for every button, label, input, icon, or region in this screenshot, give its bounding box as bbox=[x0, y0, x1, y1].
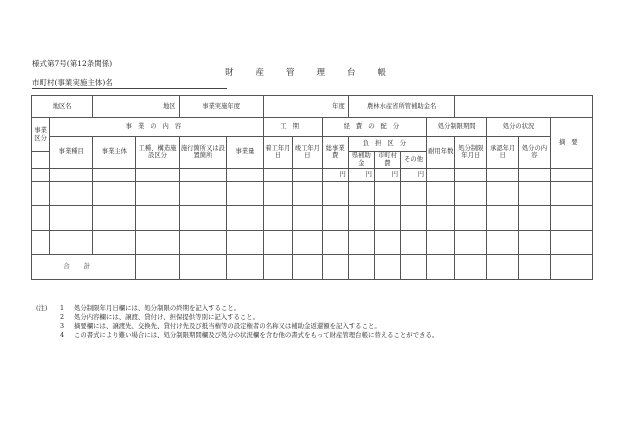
category-header: 事業区分 bbox=[32, 118, 50, 152]
yen-unit: 円 bbox=[322, 168, 348, 181]
yen-unit: 円 bbox=[374, 168, 400, 181]
subsidy-name-label: 農林水産省所管補助金名 bbox=[348, 96, 455, 118]
subsidy-name-value bbox=[455, 96, 593, 118]
year-label: 年度 bbox=[263, 96, 348, 118]
header-sub-row bbox=[32, 137, 593, 152]
disposal-limit-header: 処分制限年月日 bbox=[455, 137, 487, 169]
header-band-row bbox=[32, 118, 593, 137]
notes-prefix: (注) bbox=[36, 304, 48, 312]
note-item bbox=[36, 313, 438, 322]
yen-unit: 円 bbox=[348, 168, 374, 181]
content-header: 事業の内容 bbox=[50, 118, 263, 137]
remarks-header: 摘要 bbox=[550, 118, 592, 169]
yen-row bbox=[32, 168, 593, 181]
municipality-label: 市町村(事業実施主体)名 bbox=[32, 77, 227, 89]
cost-header: 経費の配分 bbox=[322, 118, 426, 137]
burden-header: 負担区分 bbox=[348, 137, 426, 152]
useful-years-header: 耐用年数 bbox=[427, 137, 455, 169]
yen-unit: 円 bbox=[400, 168, 426, 181]
period-header: 工期 bbox=[263, 118, 322, 137]
form-header bbox=[32, 58, 227, 89]
area-label: 地区 bbox=[93, 96, 179, 118]
notes-section bbox=[36, 304, 438, 340]
note-number: 4 bbox=[60, 331, 65, 339]
approval-date-header: 承認年月日 bbox=[487, 137, 519, 169]
note-number: 3 bbox=[60, 322, 65, 330]
table-row bbox=[32, 230, 593, 255]
disposal-status-header: 処分の状況 bbox=[487, 118, 551, 137]
project-entity-header: 事業主体 bbox=[93, 137, 136, 169]
start-date-header: 着工年月日 bbox=[263, 137, 293, 169]
total-row bbox=[32, 255, 593, 280]
note-text: 処分制限年月日欄には、処分制限の終期を記入すること。 bbox=[74, 304, 241, 312]
note-item bbox=[36, 322, 438, 331]
note-item bbox=[36, 331, 438, 340]
quantity-header: 事業量 bbox=[227, 137, 263, 169]
note-number: 1 bbox=[60, 304, 65, 312]
location-header: 施行箇所又は設置箇所 bbox=[179, 137, 227, 169]
disposal-content-header: 処分の内容 bbox=[519, 137, 551, 169]
work-type-header: 工種、構造施設区分 bbox=[136, 137, 179, 169]
total-label: 合計 bbox=[32, 255, 136, 280]
area-name-label: 地区名 bbox=[32, 96, 93, 118]
header-info-row bbox=[32, 96, 593, 118]
table-row bbox=[32, 206, 593, 231]
note-text: この書式により難い場合には、処分制限期間欄及び処分の状況欄を含む他の書式をもって財産管理台帳に替えることができる。 bbox=[74, 331, 439, 339]
total-cost-header: 総事業費 bbox=[322, 137, 348, 169]
note-text: 処分内容欄には、譲渡、貸付け、担保提供等別に記入すること。 bbox=[74, 313, 260, 321]
note-text: 摘要欄には、譲渡先、交換先、貸付け先及び抵当権等の設定権者の名称又は補助金返還額を記入すること。 bbox=[74, 322, 381, 330]
other-header: その他 bbox=[400, 152, 426, 169]
project-year-label: 事業実施年度 bbox=[179, 96, 263, 118]
table-row bbox=[32, 181, 593, 206]
project-type-header: 事業種目 bbox=[50, 137, 93, 169]
gov-subsidy-header: 県補助金 bbox=[348, 152, 374, 169]
disposal-period-header: 処分制限期間 bbox=[427, 118, 487, 137]
note-item bbox=[36, 304, 438, 313]
end-date-header: 竣工年月日 bbox=[293, 137, 323, 169]
municipal-cost-header: 市町村費 bbox=[374, 152, 400, 169]
document-title: 財産管理台帳 bbox=[225, 68, 409, 78]
note-number: 2 bbox=[60, 313, 65, 321]
category-blank bbox=[32, 152, 50, 169]
form-number: 様式第7号(第12条関係) bbox=[32, 59, 113, 68]
property-ledger-table bbox=[31, 95, 593, 280]
